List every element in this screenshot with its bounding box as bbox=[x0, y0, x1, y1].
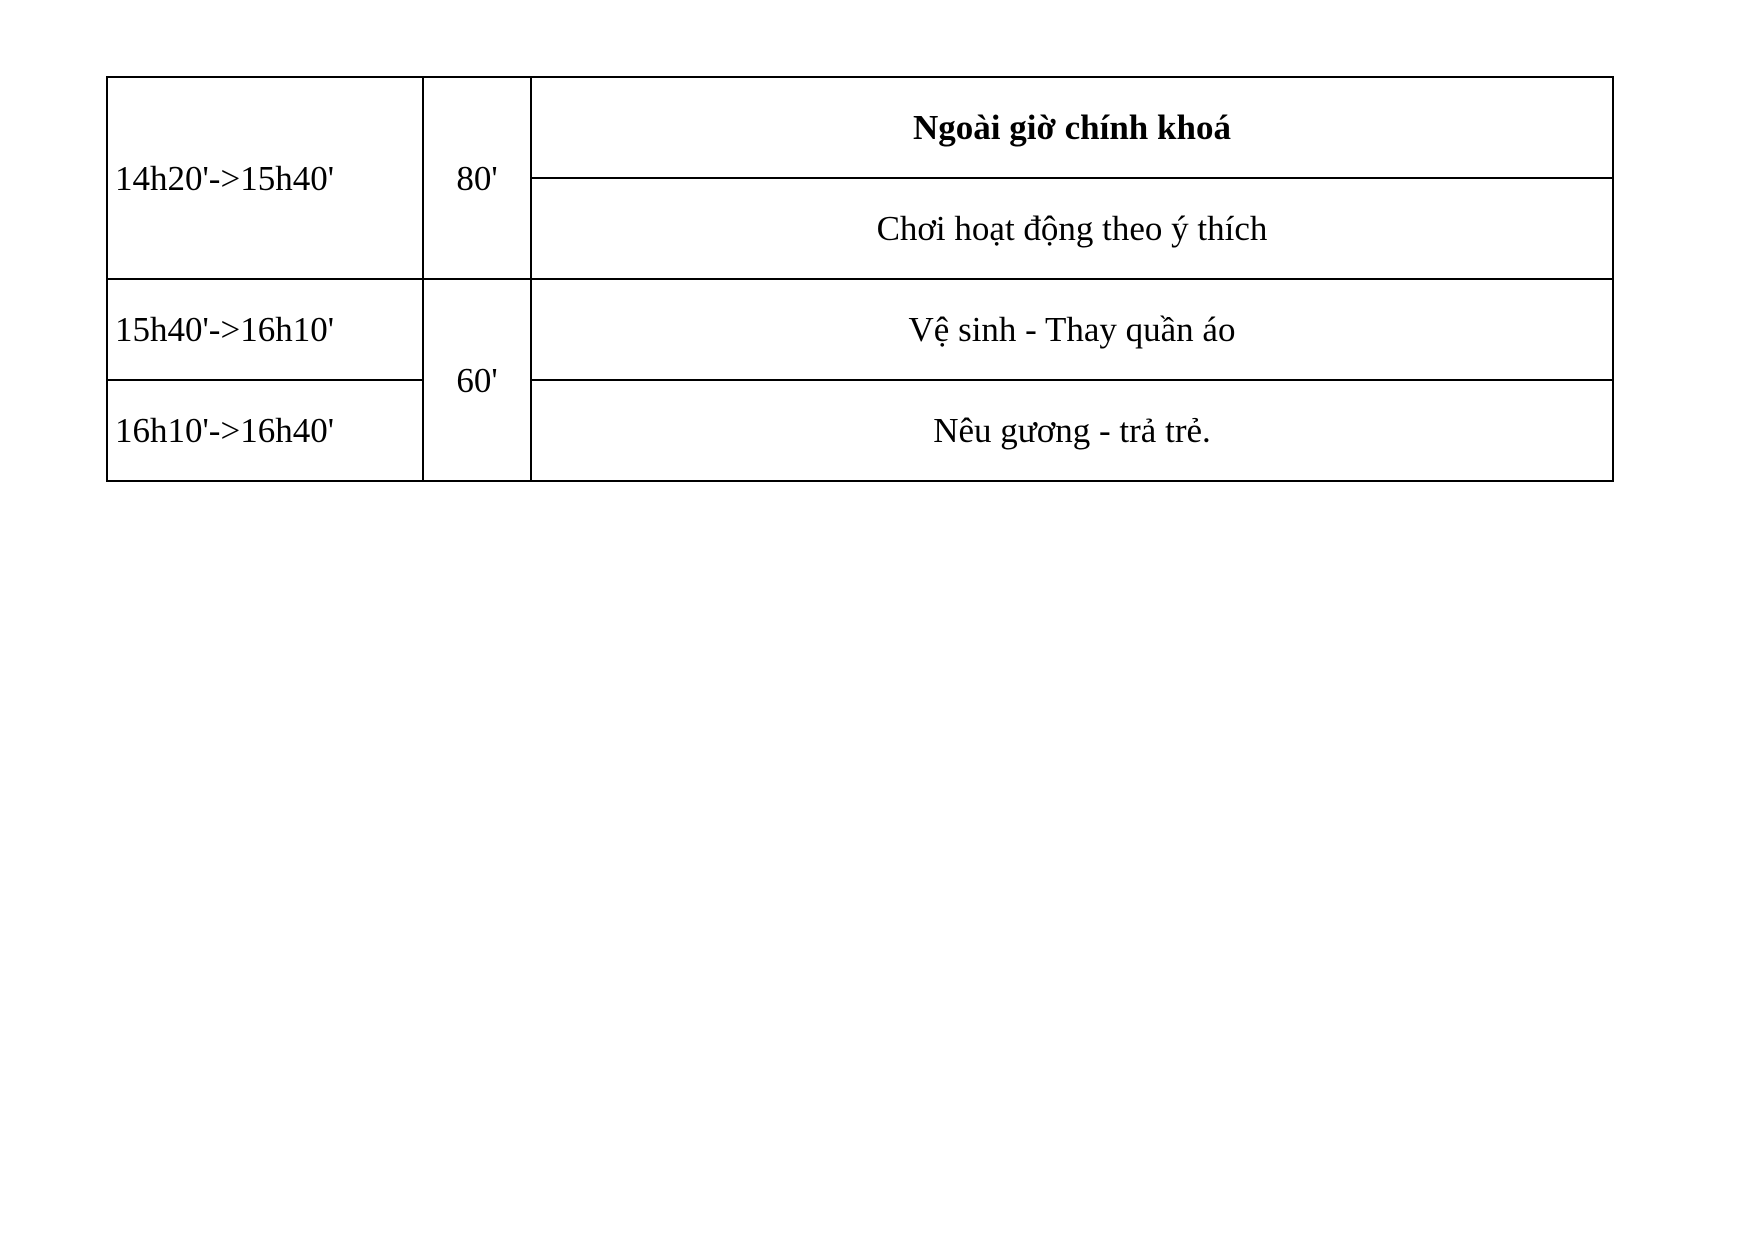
table-row bbox=[107, 279, 1613, 380]
activity-cell: Chơi hoạt động theo ý thích bbox=[531, 178, 1613, 279]
time-cell: 15h40'->16h10' bbox=[107, 279, 423, 380]
schedule-table bbox=[106, 76, 1614, 482]
duration-cell: 60' bbox=[423, 279, 531, 481]
table-row bbox=[107, 77, 1613, 178]
activity-cell: Nêu gương - trả trẻ. bbox=[531, 380, 1613, 481]
table-row bbox=[107, 380, 1613, 481]
time-cell: 14h20'->15h40' bbox=[107, 77, 423, 279]
activity-heading-cell: Ngoài giờ chính khoá bbox=[531, 77, 1613, 178]
duration-cell: 80' bbox=[423, 77, 531, 279]
time-cell: 16h10'->16h40' bbox=[107, 380, 423, 481]
activity-cell: Vệ sinh - Thay quần áo bbox=[531, 279, 1613, 380]
